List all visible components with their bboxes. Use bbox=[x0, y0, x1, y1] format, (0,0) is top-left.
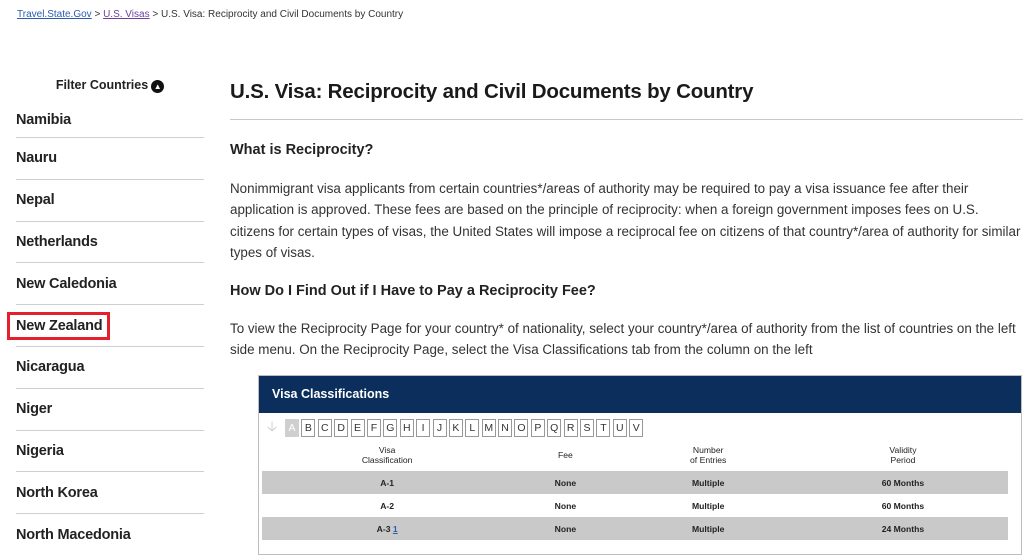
cell-fee: None bbox=[554, 500, 577, 511]
breadcrumb-home-link[interactable]: Travel.State.Gov bbox=[17, 9, 92, 20]
cell-entries: Multiple bbox=[618, 517, 797, 540]
how-find-out-text: To view the Reciprocity Page for your country* of nationality, select your country*/area of authority from the list of countries on the left side menu. On the Reciprocity Page, select the Visa Classifications tab from the column on the left bbox=[230, 321, 1016, 358]
country-item[interactable] bbox=[16, 222, 204, 264]
country-item[interactable] bbox=[16, 431, 204, 473]
country-label: Namibia bbox=[16, 111, 72, 128]
country-list bbox=[16, 102, 204, 556]
cell-entries: Multiple bbox=[618, 471, 797, 494]
letter-filter-u[interactable]: U bbox=[613, 419, 627, 437]
letter-filter-j[interactable]: J bbox=[433, 419, 447, 437]
filter-countries-toggle[interactable] bbox=[16, 72, 204, 102]
table-row bbox=[262, 517, 1008, 540]
what-is-reciprocity-heading: What is Reciprocity? bbox=[230, 142, 374, 158]
letter-filter-s[interactable]: S bbox=[580, 419, 594, 437]
country-label: Niger bbox=[16, 401, 53, 418]
title-divider bbox=[230, 119, 1023, 120]
country-item[interactable] bbox=[16, 263, 204, 305]
breadcrumb-separator: > bbox=[91, 9, 104, 20]
cell-classification bbox=[262, 517, 512, 540]
cell-validity: 24 Months bbox=[798, 517, 1008, 540]
letter-filter-q[interactable]: Q bbox=[547, 419, 561, 437]
cell-classification: A-1 bbox=[262, 471, 512, 494]
cell-fee: None bbox=[512, 517, 618, 540]
footnote-link[interactable]: 1 bbox=[392, 523, 398, 534]
letter-filter-g[interactable]: G bbox=[383, 419, 397, 437]
letter-filter-m[interactable]: M bbox=[482, 419, 496, 437]
down-arrow-icon: 🡣 bbox=[267, 417, 278, 434]
table-row bbox=[262, 494, 1008, 517]
cell-classification: A-2 bbox=[380, 500, 395, 511]
cell-fee: None bbox=[512, 471, 618, 494]
letter-filter-h[interactable]: H bbox=[400, 419, 414, 437]
breadcrumb-separator: > bbox=[149, 9, 161, 20]
country-item[interactable] bbox=[16, 472, 204, 514]
cell-validity: 60 Months bbox=[881, 500, 925, 511]
letter-filter-c[interactable]: C bbox=[318, 419, 332, 437]
cell-validity: 60 Months bbox=[798, 471, 1008, 494]
country-label: Nicaragua bbox=[16, 359, 85, 376]
filter-countries-label: Filter Countries bbox=[55, 78, 149, 92]
column-header-number-of-entries: Number of Entries bbox=[690, 445, 727, 465]
letter-filter-o[interactable]: O bbox=[514, 419, 528, 437]
letter-filter-i[interactable]: I bbox=[416, 419, 430, 437]
main-content bbox=[230, 72, 1024, 358]
country-item[interactable] bbox=[16, 138, 204, 180]
column-header-validity-period: Validity Period bbox=[889, 445, 917, 465]
column-header-visa-classification: Visa Classification bbox=[361, 445, 413, 465]
classification-label: A-3 bbox=[376, 523, 391, 534]
column-header-fee: Fee bbox=[557, 450, 573, 460]
country-label: Netherlands bbox=[16, 233, 98, 250]
visa-classifications-header: Visa Classifications bbox=[259, 376, 1021, 413]
letter-filter-p[interactable]: P bbox=[531, 419, 545, 437]
letter-filter-n[interactable]: N bbox=[498, 419, 512, 437]
letter-filter-d[interactable]: D bbox=[334, 419, 348, 437]
table-row bbox=[262, 471, 1008, 494]
letter-filter-bar bbox=[259, 413, 1021, 439]
country-item[interactable] bbox=[16, 389, 204, 431]
country-label: Nauru bbox=[16, 150, 57, 167]
letter-filter-r[interactable]: R bbox=[564, 419, 578, 437]
letter-filter-l[interactable]: L bbox=[465, 419, 479, 437]
country-label: Nigeria bbox=[16, 442, 64, 459]
page-title: U.S. Visa: Reciprocity and Civil Documents by Country bbox=[230, 80, 754, 103]
country-label: North Macedonia bbox=[16, 527, 131, 544]
letter-filter-k[interactable]: K bbox=[449, 419, 463, 437]
letter-filter-v[interactable]: V bbox=[629, 419, 643, 437]
country-sidebar bbox=[16, 72, 204, 556]
letter-filter-e[interactable]: E bbox=[351, 419, 365, 437]
visa-classifications-table bbox=[262, 439, 1008, 540]
country-label: New Caledonia bbox=[16, 275, 117, 292]
visa-classifications-panel bbox=[258, 375, 1022, 555]
country-item-highlighted[interactable] bbox=[16, 305, 204, 347]
country-label: North Korea bbox=[16, 484, 98, 501]
chevron-up-icon[interactable]: ▲ bbox=[151, 80, 164, 93]
what-is-reciprocity-text: Nonimmigrant visa applicants from certain countries*/areas of authority may be required to pay a visa issuance fee after their application is approved. These fees are based on the principle of reciprocity: when a foreign government imposes fees on U.S. citizens for certain types of visas, the United States will impose a reciprocal fee on citizens of that country*/area of authority for similar types of visas. bbox=[230, 181, 1021, 261]
country-label: New Zealand bbox=[7, 312, 110, 340]
country-item[interactable] bbox=[16, 347, 204, 389]
letter-filter-t[interactable]: T bbox=[596, 419, 610, 437]
country-label: Nepal bbox=[16, 192, 55, 209]
breadcrumb bbox=[17, 9, 403, 20]
breadcrumb-visas-link[interactable]: U.S. Visas bbox=[103, 9, 150, 20]
breadcrumb-current: U.S. Visa: Reciprocity and Civil Documents by Country bbox=[160, 9, 404, 20]
letter-filter-b[interactable]: B bbox=[301, 419, 315, 437]
letter-filter-a[interactable]: A bbox=[285, 419, 299, 437]
country-item[interactable] bbox=[16, 102, 204, 138]
cell-entries: Multiple bbox=[691, 500, 725, 511]
country-item[interactable] bbox=[16, 180, 204, 222]
country-item[interactable] bbox=[16, 514, 204, 556]
how-find-out-heading: How Do I Find Out if I Have to Pay a Reciprocity Fee? bbox=[230, 283, 596, 299]
letter-filter-f[interactable]: F bbox=[367, 419, 381, 437]
table-header-row bbox=[262, 439, 1008, 471]
